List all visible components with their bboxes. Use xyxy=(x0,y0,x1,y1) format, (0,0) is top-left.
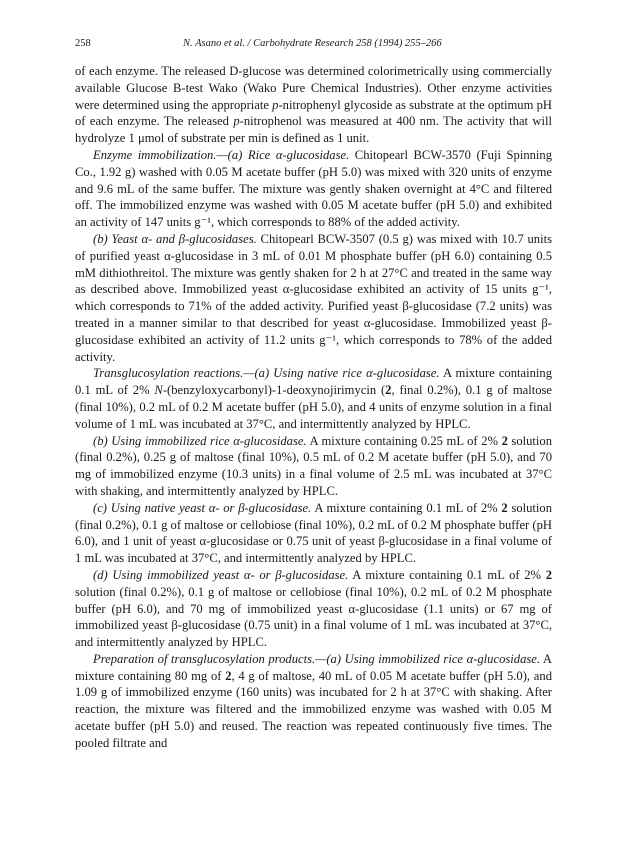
paragraph xyxy=(75,147,552,231)
paragraph xyxy=(75,567,552,651)
text-run: N xyxy=(154,383,163,398)
text-run: -nitrophenol was measured at 400 nm. The activity that will hydrolyze 1 μmol of substrate per min is defined as 1 unit. xyxy=(75,114,552,146)
text-run: (d) Using immobilized yeast α- or β-glucosidase. xyxy=(93,567,349,582)
text-run: Preparation of transglucosylation products.—(a) Using immobilized rice α-glucosidase. xyxy=(93,651,540,666)
text-run: (b) Using immobilized rice α-glucosidase. xyxy=(93,433,307,448)
text-run: Chitopearl BCW-3570 (Fuji Spinning Co., 1.92 g) washed with 0.05 M acetate buffer (pH 5.0) was mixed with 320 units of enzyme and 9.6 mL of the same buffer. The mixture was gently shaken overnight at 4°C and filtered off. The immobilized enzyme was washed with 0.05 M acetate buffer (pH 5.0) and exhibited an activity of 147 units g⁻¹, which corresponds to 88% of the added activity. xyxy=(75,147,553,230)
text-run: Chitopearl BCW-3507 (0.5 g) was mixed with 10.7 units of purified yeast α-glucosidase in 3 mL of 0.01 M phosphate buffer (pH 6.0) containing 0.5 mM dithiothreitol. The mixture was gently shaken for 2 h at 27°C and treated in the same way as described above. Immobilized yeast α-glucosidase exhibited an activity of 15 units g⁻¹, which corresponds to 71% of the added activity. Purified yeast β-glucosidase (7.2 units) was treated in a manner similar to that described for yeast α-glucosidase. Immobilized yeast β-glucosidase exhibited an activity of 11.2 units g⁻¹, which corresponds to 78% of the added activity. xyxy=(75,231,553,364)
text-run: p xyxy=(272,97,279,112)
text-run: , final 0.2%), 0.1 g of maltose (final 10%), 0.2 mL of 0.2 M acetate buffer (pH 5.0), and 4 units of enzyme solution in a final volume of 1 mL was incubated at 37°C, and intermittently analyzed by HPLC. xyxy=(75,383,552,431)
paragraph xyxy=(75,433,552,500)
text-run: (b) Yeast α- and β-glucosidases. xyxy=(93,231,257,246)
page-header xyxy=(75,38,555,54)
text-run: A mixture containing 0.25 mL of 2% xyxy=(306,433,502,448)
running-head: N. Asano et al. / Carbohydrate Research 258 (1994) 255–266 xyxy=(183,38,442,49)
text-run: (c) Using native yeast α- or β-glucosidase. xyxy=(93,500,312,515)
text-run: A mixture containing 0.1 mL of 2% xyxy=(311,500,502,515)
text-run: A mixture containing 0.1 mL of 2% xyxy=(75,366,552,398)
page-number: 258 xyxy=(75,38,91,49)
text-run: 2 xyxy=(501,500,508,515)
text-run: 2 xyxy=(225,668,232,683)
text-run: , 4 g of maltose, 40 mL of 0.05 M acetate buffer (pH 5.0), and 1.09 g of immobilized enzyme (160 units) was incubated for 2 h at 37°C with shaking. After reaction, the mixture was filtered and the immobilized enzyme was washed with 0.05 M acetate buffer (pH 5.0) and reused. The reaction was repeated continuously five times. The pooled filtrate and xyxy=(75,668,552,750)
body-text xyxy=(75,63,552,752)
text-run: -(benzyloxycarbonyl)-1-deoxynojirimycin ( xyxy=(162,383,386,398)
text-run: Enzyme immobilization.—(a) Rice α-glucosidase. xyxy=(93,147,350,162)
text-run: Transglucosylation reactions.—(a) Using native rice α-glucosidase. xyxy=(93,366,440,381)
text-run: A mixture containing 80 mg of xyxy=(75,651,552,683)
text-run: -nitrophenyl glycoside as substrate at the optimum pH of each enzyme. The released xyxy=(75,97,552,129)
text-run: solution (final 0.2%), 0.1 g of maltose or cellobiose (final 10%), 0.2 mL of 0.2 M phosphate buffer (pH 6.0), and 1 unit of yeast α-glucosidase or 0.75 unit of yeast β-glucosidase in a final volume of 1 mL was incubated at 37°C, and intermittently analyzed by HPLC. xyxy=(75,500,553,566)
text-run: 2 xyxy=(385,383,392,398)
text-run: p xyxy=(233,114,240,129)
paragraph xyxy=(75,651,552,752)
paragraph xyxy=(75,500,552,567)
paragraph xyxy=(75,231,552,365)
text-run: 2 xyxy=(545,567,553,582)
text-run: 2 xyxy=(501,433,508,448)
paragraph xyxy=(75,365,552,432)
text-run: of each enzyme. The released D-glucose was determined colorimetrically using commercially available Glucose B-test Wako (Wako Pure Chemical Industries). Other enzyme activities were determined using the appropriate xyxy=(75,64,552,112)
text-run: solution (final 0.2%), 0.1 g of maltose or cellobiose (final 10%), 0.2 mL of 0.2 M phosphate buffer (pH 6.0), and 70 mg of immobilized yeast α-glucosidase (1.1 units) or 67 mg of immobilized yeast β-glucosidase (0.75 unit) in a final volume of 1 mL was incubated at 37°C, and intermittently analyzed by HPLC. xyxy=(75,584,552,650)
paragraph xyxy=(75,63,552,147)
text-run: solution (final 0.2%), 0.25 g of maltose (final 10%), 0.5 mL of 0.2 M acetate buffer (pH 5.0), and 70 mg of immobilized enzyme (10.3 units) in a final volume of 2.5 mL was incubated at 37°C with shaking, and intermittently analyzed by HPLC. xyxy=(75,433,553,498)
text-run: A mixture containing 0.1 mL of 2% xyxy=(348,567,546,582)
